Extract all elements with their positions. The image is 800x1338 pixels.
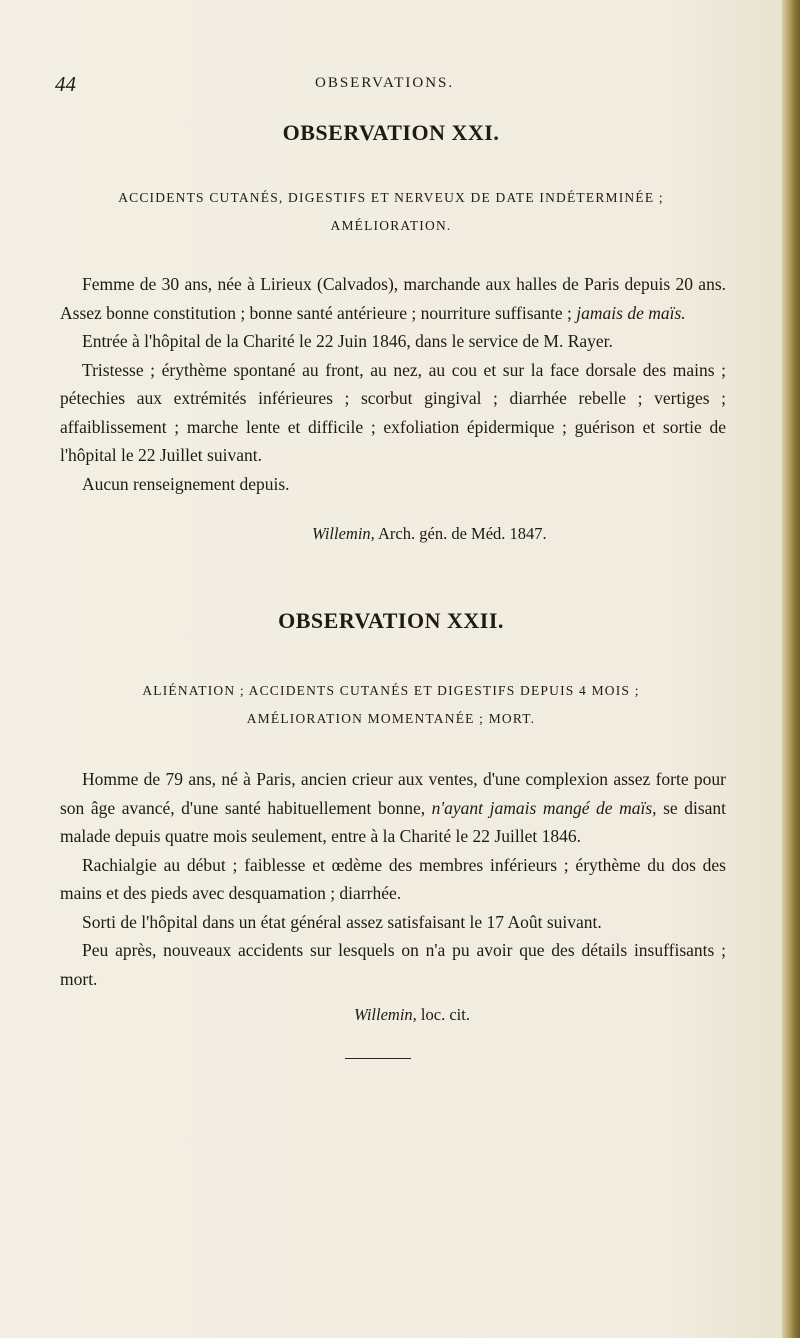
observation-21-subtitle [60, 184, 722, 240]
observation-21-p1-text: Femme de 30 ans, née à Lirieux (Calvados), marchande aux halles de Paris depuis 20 ans. Assez bonne constitution ; bonne santé antérieure ; nourriture suffisante ; [60, 274, 726, 323]
observation-22-p1-text-b: se disant malade depuis quatre mois seulement, entre à la Charité le 22 Juillet 1846. [60, 797, 727, 846]
observation-21-p1-italic: jamais de maïs. [576, 302, 686, 323]
observation-21-paragraph-1 [60, 270, 726, 327]
observation-22-citation [354, 1005, 470, 1025]
observation-22-body [60, 765, 726, 993]
observation-21-citation-author: Willemin, [312, 524, 375, 543]
observation-21-subtitle-line1: ACCIDENTS CUTANÉS, DIGESTIFS ET NERVEUX DE DATE INDÉTERMINÉE ; [118, 190, 664, 205]
observation-21-paragraph-4: Aucun renseignement depuis. [82, 473, 290, 494]
observation-22-title: OBSERVATION XXII. [278, 608, 504, 633]
observation-21-citation [312, 524, 547, 544]
observation-21-citation-ref: Arch. gén. de Méd. 1847. [378, 524, 547, 543]
page-edge [782, 0, 800, 1338]
page-number: 44 [55, 72, 76, 96]
observation-22-citation-ref: loc. cit. [420, 1005, 470, 1024]
observation-21-subtitle-line2: AMÉLIORATION. [330, 218, 452, 233]
observation-22-citation-author: Willemin, [354, 1005, 417, 1024]
observation-21-paragraph-3: Tristesse ; érythème spontané au front, au nez, au cou et sur la face dorsale des mains ; pétechies aux extrémités inférieures ; scorbut gingival ; diarrhée rebelle ; vertiges ; affaiblissement ; marche lente et difficile ; exfoliation épidermique ; guérison et sortie de l'hôpital le 22 Juillet suivant. [60, 359, 726, 465]
observation-22-p1-text-a: Homme de 79 ans, né à Paris, ancien crieur aux ventes, d'une complexion assez forte pour son âge avancé, d'une santé habituellement bonne, [60, 769, 726, 818]
running-title: OBSERVATIONS. [315, 75, 455, 91]
observation-22-paragraph-3: Sorti de l'hôpital dans un état général assez satisfaisant le 17 Août suivant. [82, 911, 602, 932]
observation-22-paragraph-4: Peu après, nouveaux accidents sur lesquels on n'a pu avoir que des détails insuffisants ; mort. [60, 940, 726, 989]
observation-21-title: OBSERVATION XXI. [282, 120, 500, 145]
observation-22-p1-italic: n'ayant jamais mangé de maïs, [431, 797, 657, 818]
observation-22-paragraph-1 [60, 765, 726, 851]
running-head [0, 72, 782, 102]
observation-22-paragraph-2: Rachialgie au début ; faiblesse et œdème des membres inférieurs ; érythème du dos des mains et des pieds avec desquamation ; diarrhée. [60, 854, 726, 903]
observation-22-subtitle-line1: ALIÉNATION ; ACCIDENTS CUTANÉS ET DIGESTIFS DEPUIS 4 MOIS ; [142, 683, 640, 698]
section-end-rule [345, 1058, 411, 1059]
observation-22-subtitle [60, 677, 722, 733]
observation-21-paragraph-2: Entrée à l'hôpital de la Charité le 22 Juin 1846, dans le service de M. Rayer. [82, 331, 613, 351]
observation-21-body [60, 270, 726, 498]
observation-22-subtitle-line2: AMÉLIORATION MOMENTANÉE ; MORT. [246, 711, 536, 726]
